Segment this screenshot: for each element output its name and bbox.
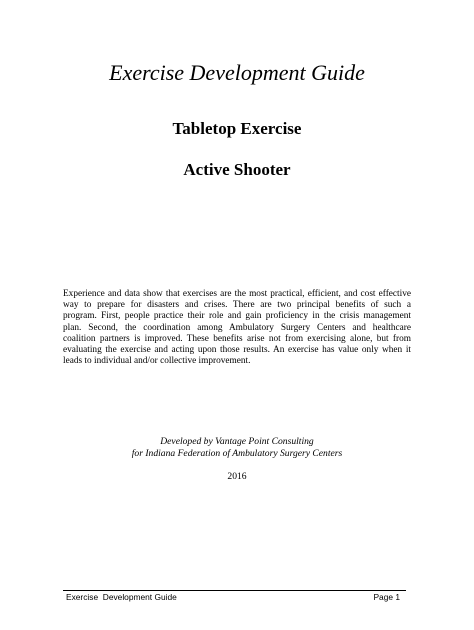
intro-paragraph-line: leads to individual and/or collective improvement. bbox=[63, 356, 251, 367]
organization-credit: for Indiana Federation of Ambulatory Surgery Centers bbox=[131, 448, 343, 459]
intro-paragraph bbox=[63, 289, 411, 367]
document-title: Exercise Development Guide bbox=[109, 60, 365, 85]
intro-paragraph-line: Experience and data show that exercises are the most practical, efficient, and cost effective bbox=[63, 289, 411, 299]
intro-paragraph-line: way to prepare for disasters and crises. There are two principal benefits of such a bbox=[63, 300, 411, 311]
footer-divider bbox=[63, 590, 406, 591]
developer-credit: Developed by Vantage Point Consulting bbox=[160, 436, 314, 447]
intro-paragraph-line: program. First, people practice their role and gain proficiency in the crisis management bbox=[63, 311, 411, 322]
intro-paragraph-line: coalition partners is improved. These benefits arise not from exercising alone, but from bbox=[63, 333, 411, 344]
footer-page-number: Page 1 bbox=[373, 592, 400, 602]
document-subtitle-scenario: Active Shooter bbox=[183, 160, 291, 179]
intro-paragraph-line: plan. Second, the coordination among Ambulatory Surgery Centers and healthcare bbox=[63, 322, 411, 333]
publication-year: 2016 bbox=[227, 471, 247, 482]
document-subtitle-exercise-type: Tabletop Exercise bbox=[172, 119, 302, 138]
intro-paragraph-line: evaluating the exercise and acting upon those results. An exercise has value only when it bbox=[63, 345, 411, 356]
footer-document-title: Exercise Development Guide bbox=[66, 592, 177, 602]
